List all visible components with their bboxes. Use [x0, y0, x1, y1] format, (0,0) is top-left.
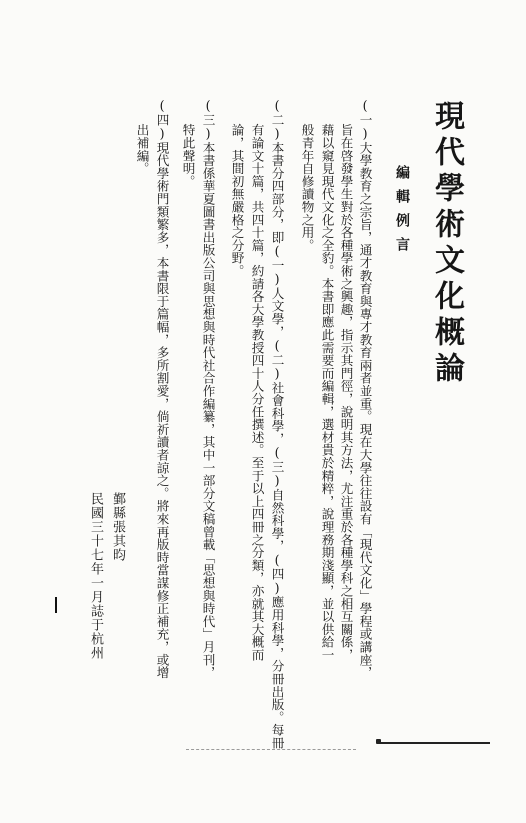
paragraph-line: 出補編。 [134, 98, 150, 175]
paragraph-line: 有論文十篇，共四十篇，約請各大學教授四十人分任撰述。至于以上四冊之分類，亦就其大概而 [249, 98, 265, 662]
paragraph-line: (二)本書分四部分，即(一)人文學，(二)社會科學，(三)自然科學，(四)應用科學，分冊出版。每冊 [269, 98, 285, 750]
paragraph-line: 特此聲明。 [180, 98, 196, 188]
paragraph-line: 論，其間初無嚴格之分野。 [229, 98, 245, 278]
paragraph-line: 般青年自修讀物之用。 [299, 98, 315, 252]
paragraph-line: 藉以窺見現代文化之全豹。本書即應此需要而編輯，選材貴於精粹，說理務期淺顯，並以供給一 [319, 98, 335, 662]
divider-solid [378, 742, 490, 744]
paragraph-line: (四)現代學術門類繁多，本書限于篇幅，多所割愛，倘祈讀者諒之。將來再版時當謀修正補充，或增 [154, 98, 170, 679]
page-number [55, 597, 57, 613]
paragraph-line: (一)大學教育之宗旨，通才教育與專才教育兩者並重。現在大學往往設有「現代文化」學程或講座， [357, 98, 373, 679]
paragraph-line: 旨在啓發學生對於各種學術之興趣，指示其門徑，說明其方法，尤注重於各種學科之相互關係， [338, 98, 354, 662]
signature: 鄞縣張其昀 [110, 492, 125, 562]
document-subtitle: 編輯例言 [394, 165, 410, 261]
divider-dashed [186, 749, 356, 750]
document-title: 現代學術文化概論 [429, 100, 464, 388]
paragraph-line: (三)本書係華夏圖書出版公司與思想與時代社合作編纂，其中一部分文稿曾載「思想與時代」月刊， [200, 98, 216, 679]
date-line: 民國三十七年一月誌于杭州 [88, 492, 103, 660]
